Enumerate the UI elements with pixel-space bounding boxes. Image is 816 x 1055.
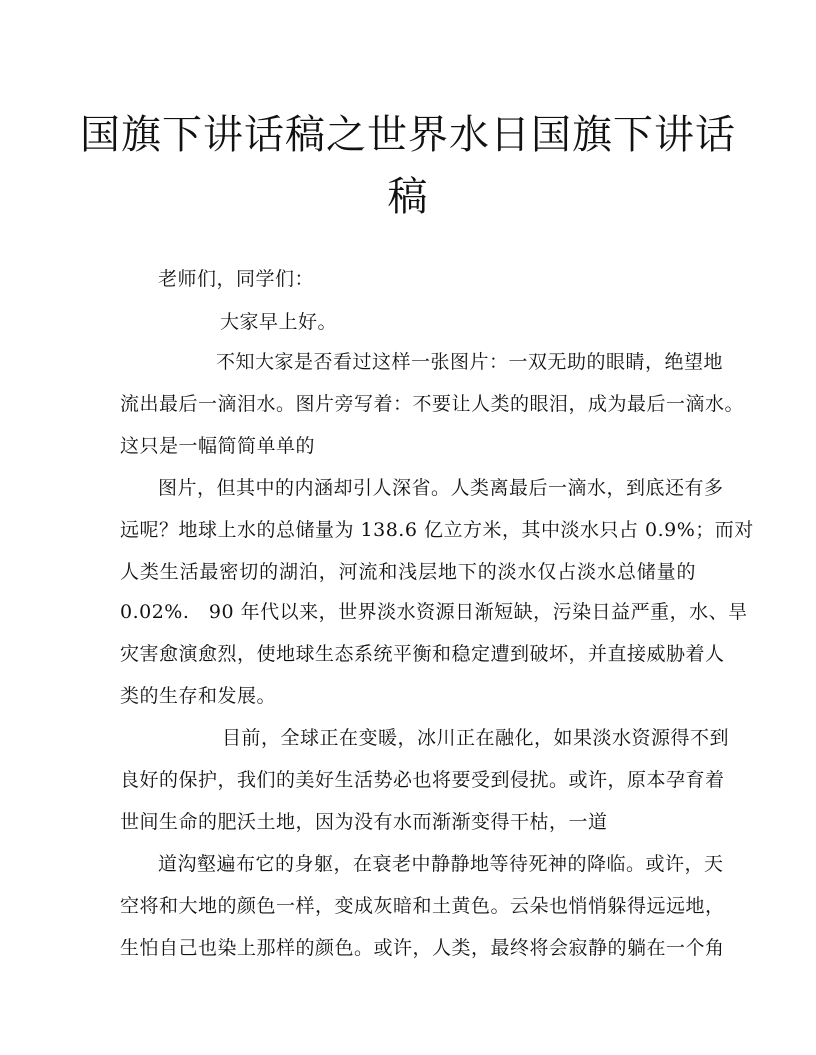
paragraph-line: 人类生活最密切的湖泊，河流和浅层地下的淡水仅占淡水总储量的 — [120, 561, 696, 583]
paragraph-line: 远呢？地球上水的总储量为 138.6 亿立方米，其中淡水只占 0.9%；而对 — [120, 519, 754, 541]
paragraph-line: 空将和大地的颜色一样，变成灰暗和土黄色。云朵也悄悄躲得远远地， — [120, 895, 725, 917]
paragraph-line: 这只是一幅简简单单的 — [120, 435, 316, 457]
paragraph-line: 灾害愈演愈烈，使地球生态系统平衡和稳定遭到破坏，并直接威胁着人 — [120, 643, 725, 665]
document-title-line-1: 国旗下讲话稿之世界水日国旗下讲话 — [80, 112, 736, 158]
paragraph-line: 0.02%. 90 年代以来，世界淡水资源日渐短缺，污染日益严重，水、旱 — [120, 601, 748, 623]
paragraph-line: 图片，但其中的内涵却引人深省。人类离最后一滴水，到底还有多 — [158, 477, 724, 499]
paragraph-line: 流出最后一滴泪水。图片旁写着：不要让人类的眼泪，成为最后一滴水。 — [120, 393, 745, 415]
paragraph-line: 目前，全球正在变暖，冰川正在融化，如果淡水资源得不到 — [222, 727, 730, 749]
paragraph-line: 良好的保护，我们的美好生活势必也将要受到侵扰。或许，原本孕育着 — [120, 769, 725, 791]
paragraph-line: 不知大家是否看过这样一张图片：一双无助的眼睛，绝望地 — [216, 351, 724, 373]
paragraph-line: 道沟壑遍布它的身躯，在衰老中静静地等待死神的降临。或许，天 — [158, 853, 724, 875]
paragraph-line: 生怕自己也染上那样的颜色。或许，人类，最终将会寂静的躺在一个角 — [120, 937, 725, 959]
paragraph-line: 世间生命的肥沃土地，因为没有水而渐渐变得干枯，一道 — [120, 811, 608, 833]
document-title-line-2: 稿 — [387, 174, 429, 220]
paragraph-line: 类的生存和发展。 — [120, 685, 277, 707]
greeting: 大家早上好。 — [220, 311, 338, 333]
salutation: 老师们，同学们： — [158, 268, 315, 290]
